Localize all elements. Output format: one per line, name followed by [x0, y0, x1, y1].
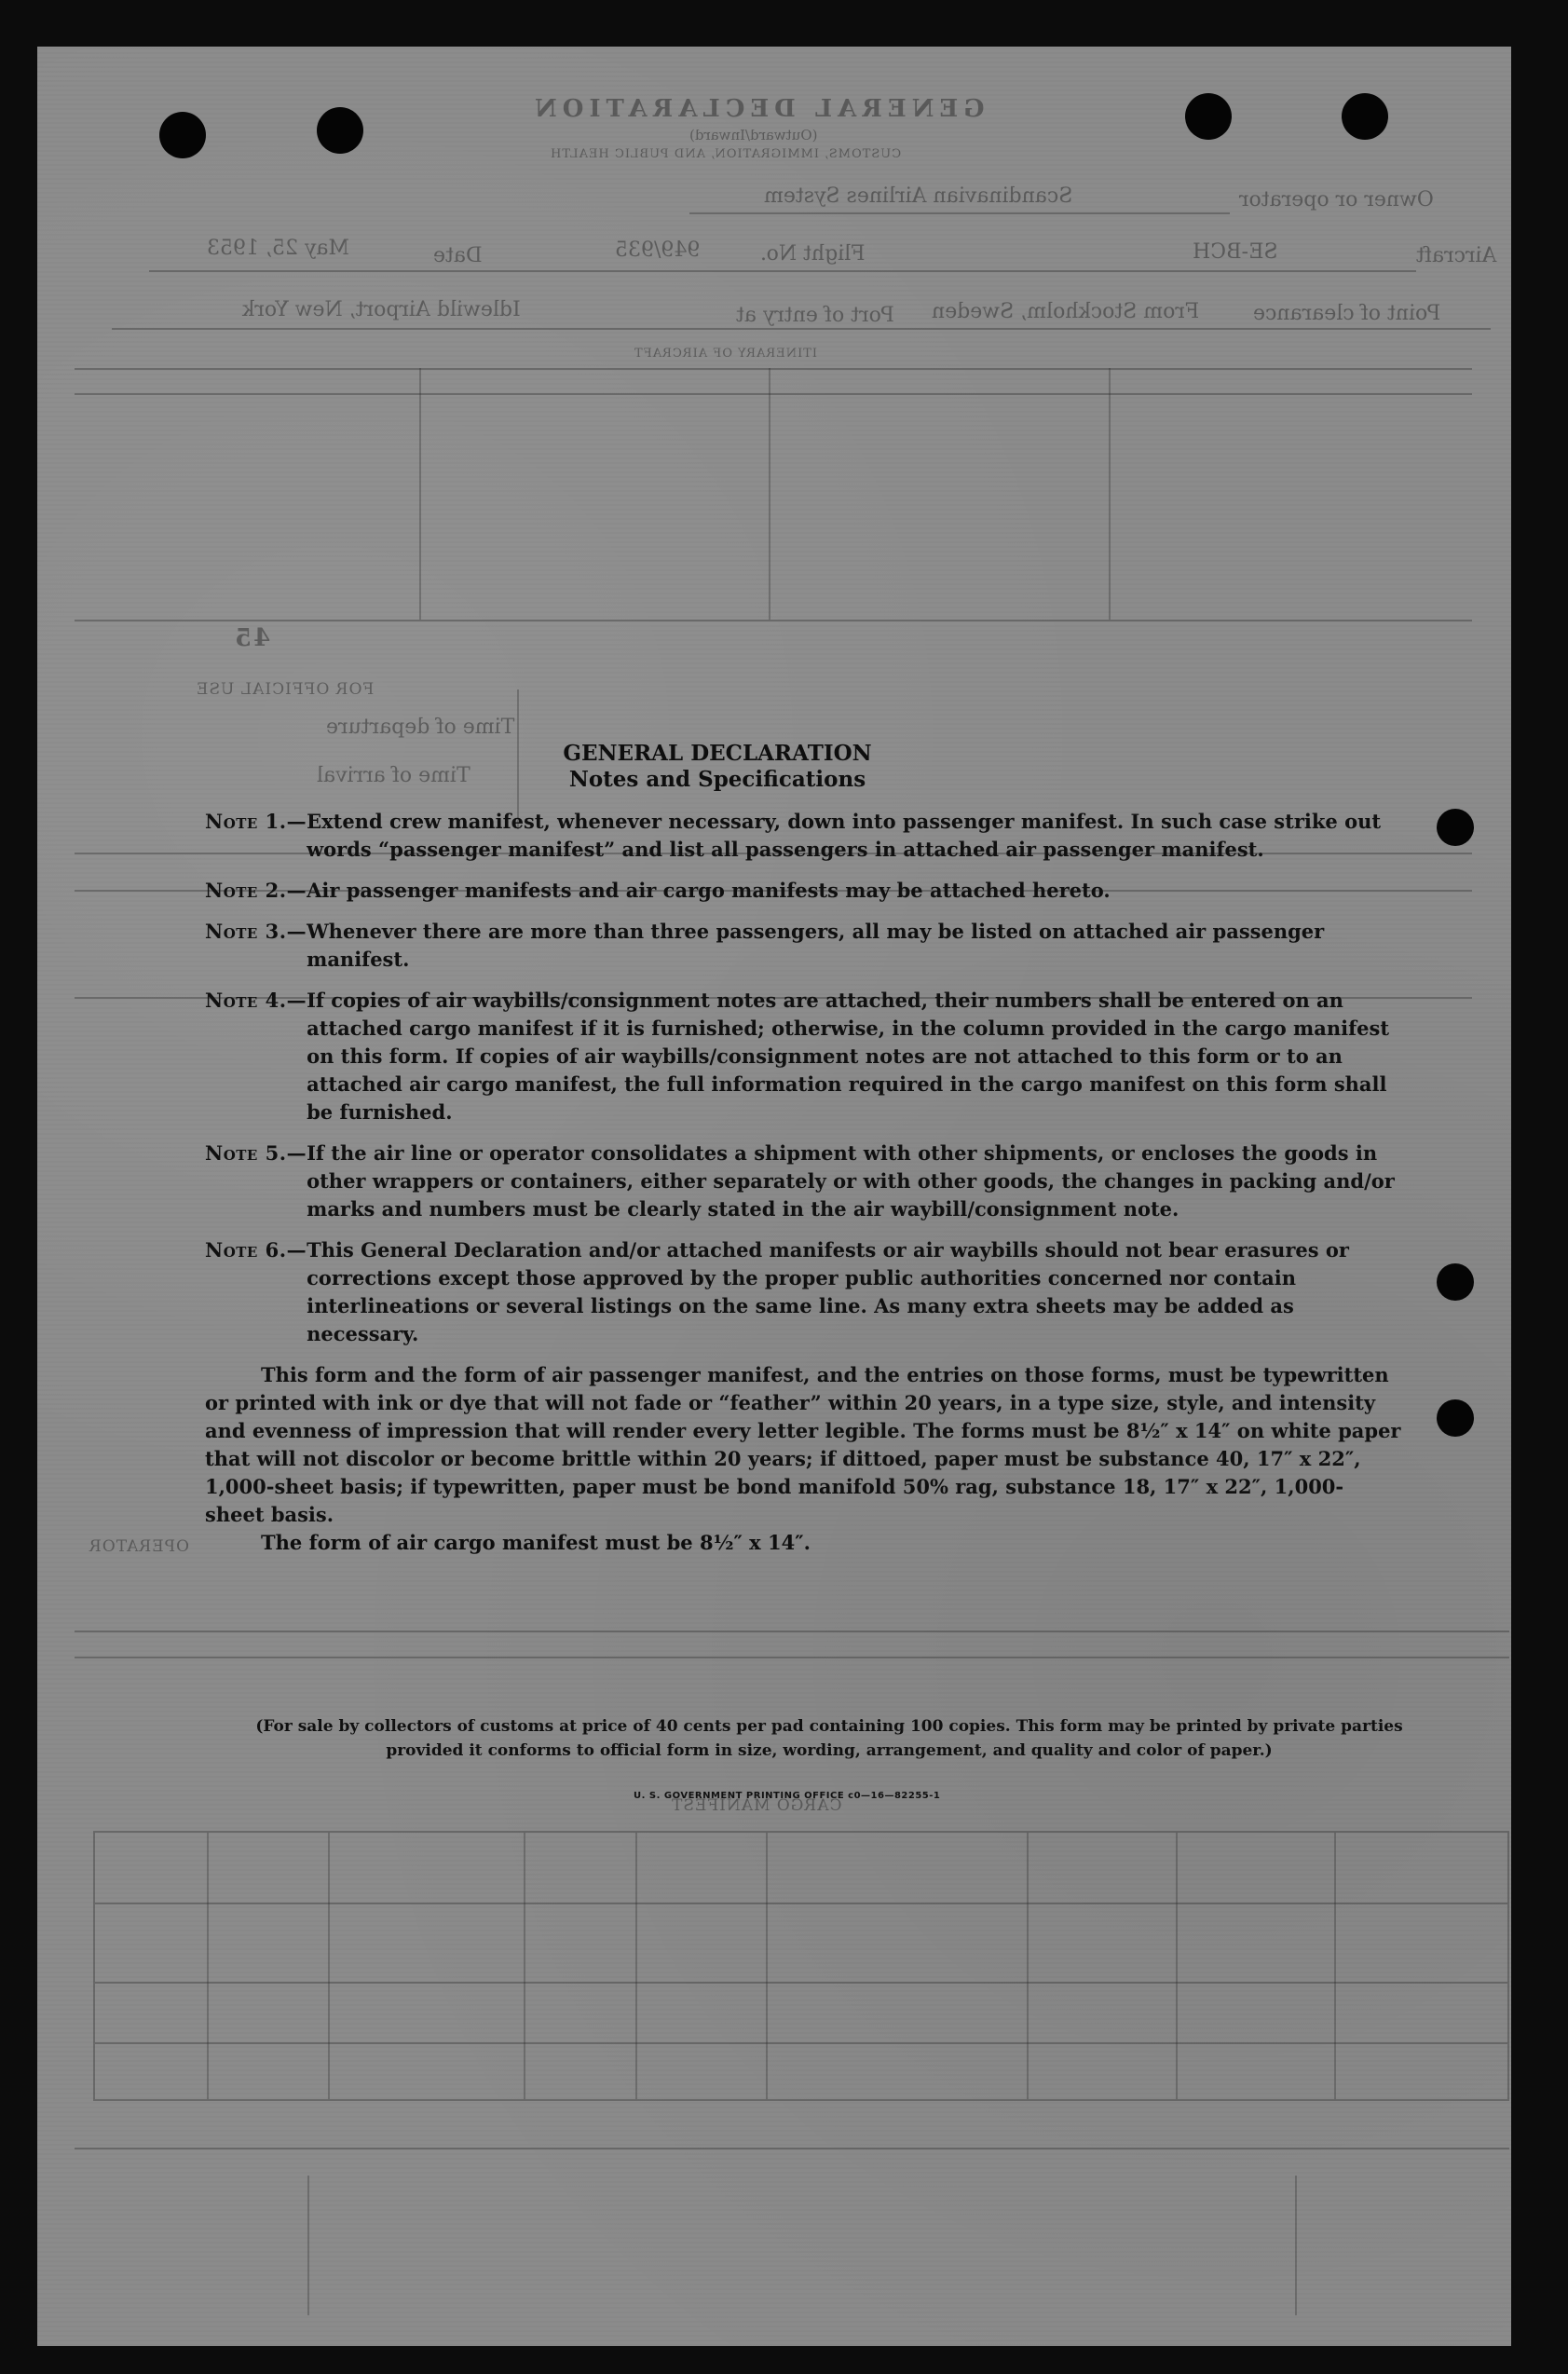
bleed-flight-label: Flight No.: [760, 242, 866, 266]
punch-hole: [159, 112, 206, 158]
punch-hole: [317, 107, 363, 154]
bleed-column-rule: [1334, 1833, 1336, 2099]
bleed-count-value: 45: [233, 624, 271, 652]
bleed-rule: [95, 1903, 1507, 1904]
bleed-title: GENERAL DECLARATION: [529, 95, 985, 123]
note-item: [205, 877, 1402, 905]
bleed-column-rule: [307, 2176, 309, 2315]
punch-hole: [1437, 1263, 1474, 1301]
note-text: This General Declaration and/or attached manifests or air waybills should not bear erasures or corrections except those approved by the proper public authorities concerned nor contain interlineations or several listings on the same line. As many extra sheets may be added as necessary.: [307, 1238, 1349, 1345]
bleed-from-value: From Stockholm, Sweden: [932, 300, 1200, 323]
bleed-agency: CUSTOMS, IMMIGRATION, AND PUBLIC HEALTH: [550, 147, 902, 161]
punch-hole: [1437, 1399, 1474, 1437]
bleed-rule: [75, 393, 1472, 395]
bleed-rule: [112, 328, 1491, 330]
bleed-column-rule: [328, 1833, 330, 2099]
bleed-clearance-label: Point of clearance: [1253, 302, 1441, 325]
bleed-column-rule: [419, 368, 421, 620]
specification-paragraph: This form and the form of air passenger manifest, and the entries on those forms, must be typewritten or printed with ink or dye that will not fade or “feather” within 20 years, in a type size, style, and intensity and evenness of impression that will render every letter legible. The forms must be 8½″ x 14″ on white paper that will not discolor or become brittle within 20 years; if dittoed, paper must be substance 40, 17″ x 22″, 1,000-sheet basis; if typewritten, paper must be bond manifold 50% rag, substance 18, 17″ x 22″, 1,000-sheet basis.: [205, 1363, 1401, 1526]
document-body: [205, 741, 1416, 1557]
note-text: If copies of air waybills/consignment notes are attached, their numbers shall be entered on an attached cargo manifest if it is furnished; otherwise, in the column provided in the cargo manifest on this form. If copies of air waybills/consignment notes are not attached to this form or to an attached air cargo manifest, the full information required in the cargo manifest on this form shall be furnished.: [307, 989, 1390, 1124]
bleed-rule: [149, 270, 1416, 272]
bleed-official-use: FOR OFFICIAL USE: [196, 680, 375, 699]
document-subheading: Notes and Specifications: [568, 767, 866, 792]
bleed-column-rule: [766, 1833, 768, 2099]
note-label: Note 2.—: [205, 879, 307, 902]
bleed-owner-value: Scandinavian Airlines System: [764, 184, 1073, 208]
bleed-aircraft-value: SE-BCH: [1193, 240, 1278, 264]
bleed-departure-label: Time of departure: [326, 716, 515, 739]
bleed-column-rule: [635, 1833, 637, 2099]
bleed-port-label: Port of entry at: [736, 304, 894, 327]
bleed-aircraft-label: Aircraft: [1416, 244, 1497, 267]
punch-hole: [1342, 93, 1388, 140]
bleed-column-rule: [1027, 1833, 1029, 2099]
note-item: [205, 808, 1402, 864]
bleed-rule: [689, 212, 1230, 214]
bleed-column-rule: [769, 368, 770, 620]
note-label: Note 6.—: [205, 1238, 307, 1262]
notes-list: [205, 808, 1402, 1348]
bleed-operator-label: OPERATOR: [89, 1537, 190, 1556]
note-text: Whenever there are more than three passengers, all may be listed on attached air passenger manifest.: [307, 920, 1325, 971]
bleed-rule: [75, 1630, 1509, 1632]
bleed-subtitle: (Outward/Inward): [689, 127, 818, 143]
bleed-rule: [95, 2042, 1507, 2044]
bleed-date-label: Date: [433, 244, 483, 267]
note-item: [205, 987, 1402, 1126]
bleed-rule: [95, 1982, 1507, 1984]
bleed-arrival-label: Time of arrival: [317, 764, 470, 787]
printing-office-imprint: U. S. GOVERNMENT PRINTING OFFICE c0—16—82255-1: [634, 1791, 941, 1801]
note-text: Air passenger manifests and air cargo manifests may be attached hereto.: [307, 879, 1111, 902]
bleed-rule: [75, 2148, 1509, 2149]
document-heading: GENERAL DECLARATION: [563, 741, 872, 766]
note-item: [205, 1236, 1402, 1348]
bleed-rule: [75, 1657, 1509, 1658]
cargo-form-size-paragraph: The form of air cargo manifest must be 8½″ x 14″.: [261, 1531, 811, 1554]
note-label: Note 5.—: [205, 1141, 307, 1165]
bleed-flight-value: 949/935: [615, 239, 701, 262]
note-label: Note 4.—: [205, 989, 307, 1012]
note-item: [205, 1139, 1402, 1223]
document-sheet: [37, 47, 1511, 2346]
note-label: Note 3.—: [205, 920, 307, 943]
bleed-cargo-label: CARGO MANIFEST: [671, 1796, 842, 1815]
bleed-port-value: Idlewild Airport, New York: [242, 298, 521, 321]
note-item: [205, 918, 1402, 974]
punch-hole: [1185, 93, 1232, 140]
bleed-itinerary-label: ITINERARY OF AIRCRAFT: [634, 347, 818, 361]
bleed-cargo-table: [93, 1831, 1509, 2101]
note-label: Note 1.—: [205, 810, 307, 833]
bleed-date-value: May 25, 1953: [207, 237, 350, 260]
bleed-column-rule: [1109, 368, 1111, 620]
sale-footnote: (For sale by collectors of customs at price of 40 cents per pad containing 100 copies. This form may be printed by private parties provided it conforms to official form in size, wording, arrangement, and quality and color of paper.): [255, 1717, 1403, 1760]
note-text: Extend crew manifest, whenever necessary, down into passenger manifest. In such case strike out words “passenger manifest” and list all passengers in attached air passenger manifest.: [307, 810, 1382, 861]
bleed-rule: [75, 620, 1472, 621]
bleed-owner-label: Owner or operator: [1239, 188, 1434, 211]
bleed-column-rule: [1176, 1833, 1178, 2099]
bleed-column-rule: [524, 1833, 525, 2099]
punch-hole: [1437, 809, 1474, 846]
note-text: If the air line or operator consolidates a shipment with other shipments, or encloses the goods in other wrappers or containers, either separately or with other goods, the changes in packing and/or marks and numbers must be clearly stated in the air waybill/consignment note.: [307, 1141, 1395, 1221]
bleed-column-rule: [1295, 2176, 1297, 2315]
bleed-rule: [75, 368, 1472, 370]
bleed-column-rule: [207, 1833, 209, 2099]
